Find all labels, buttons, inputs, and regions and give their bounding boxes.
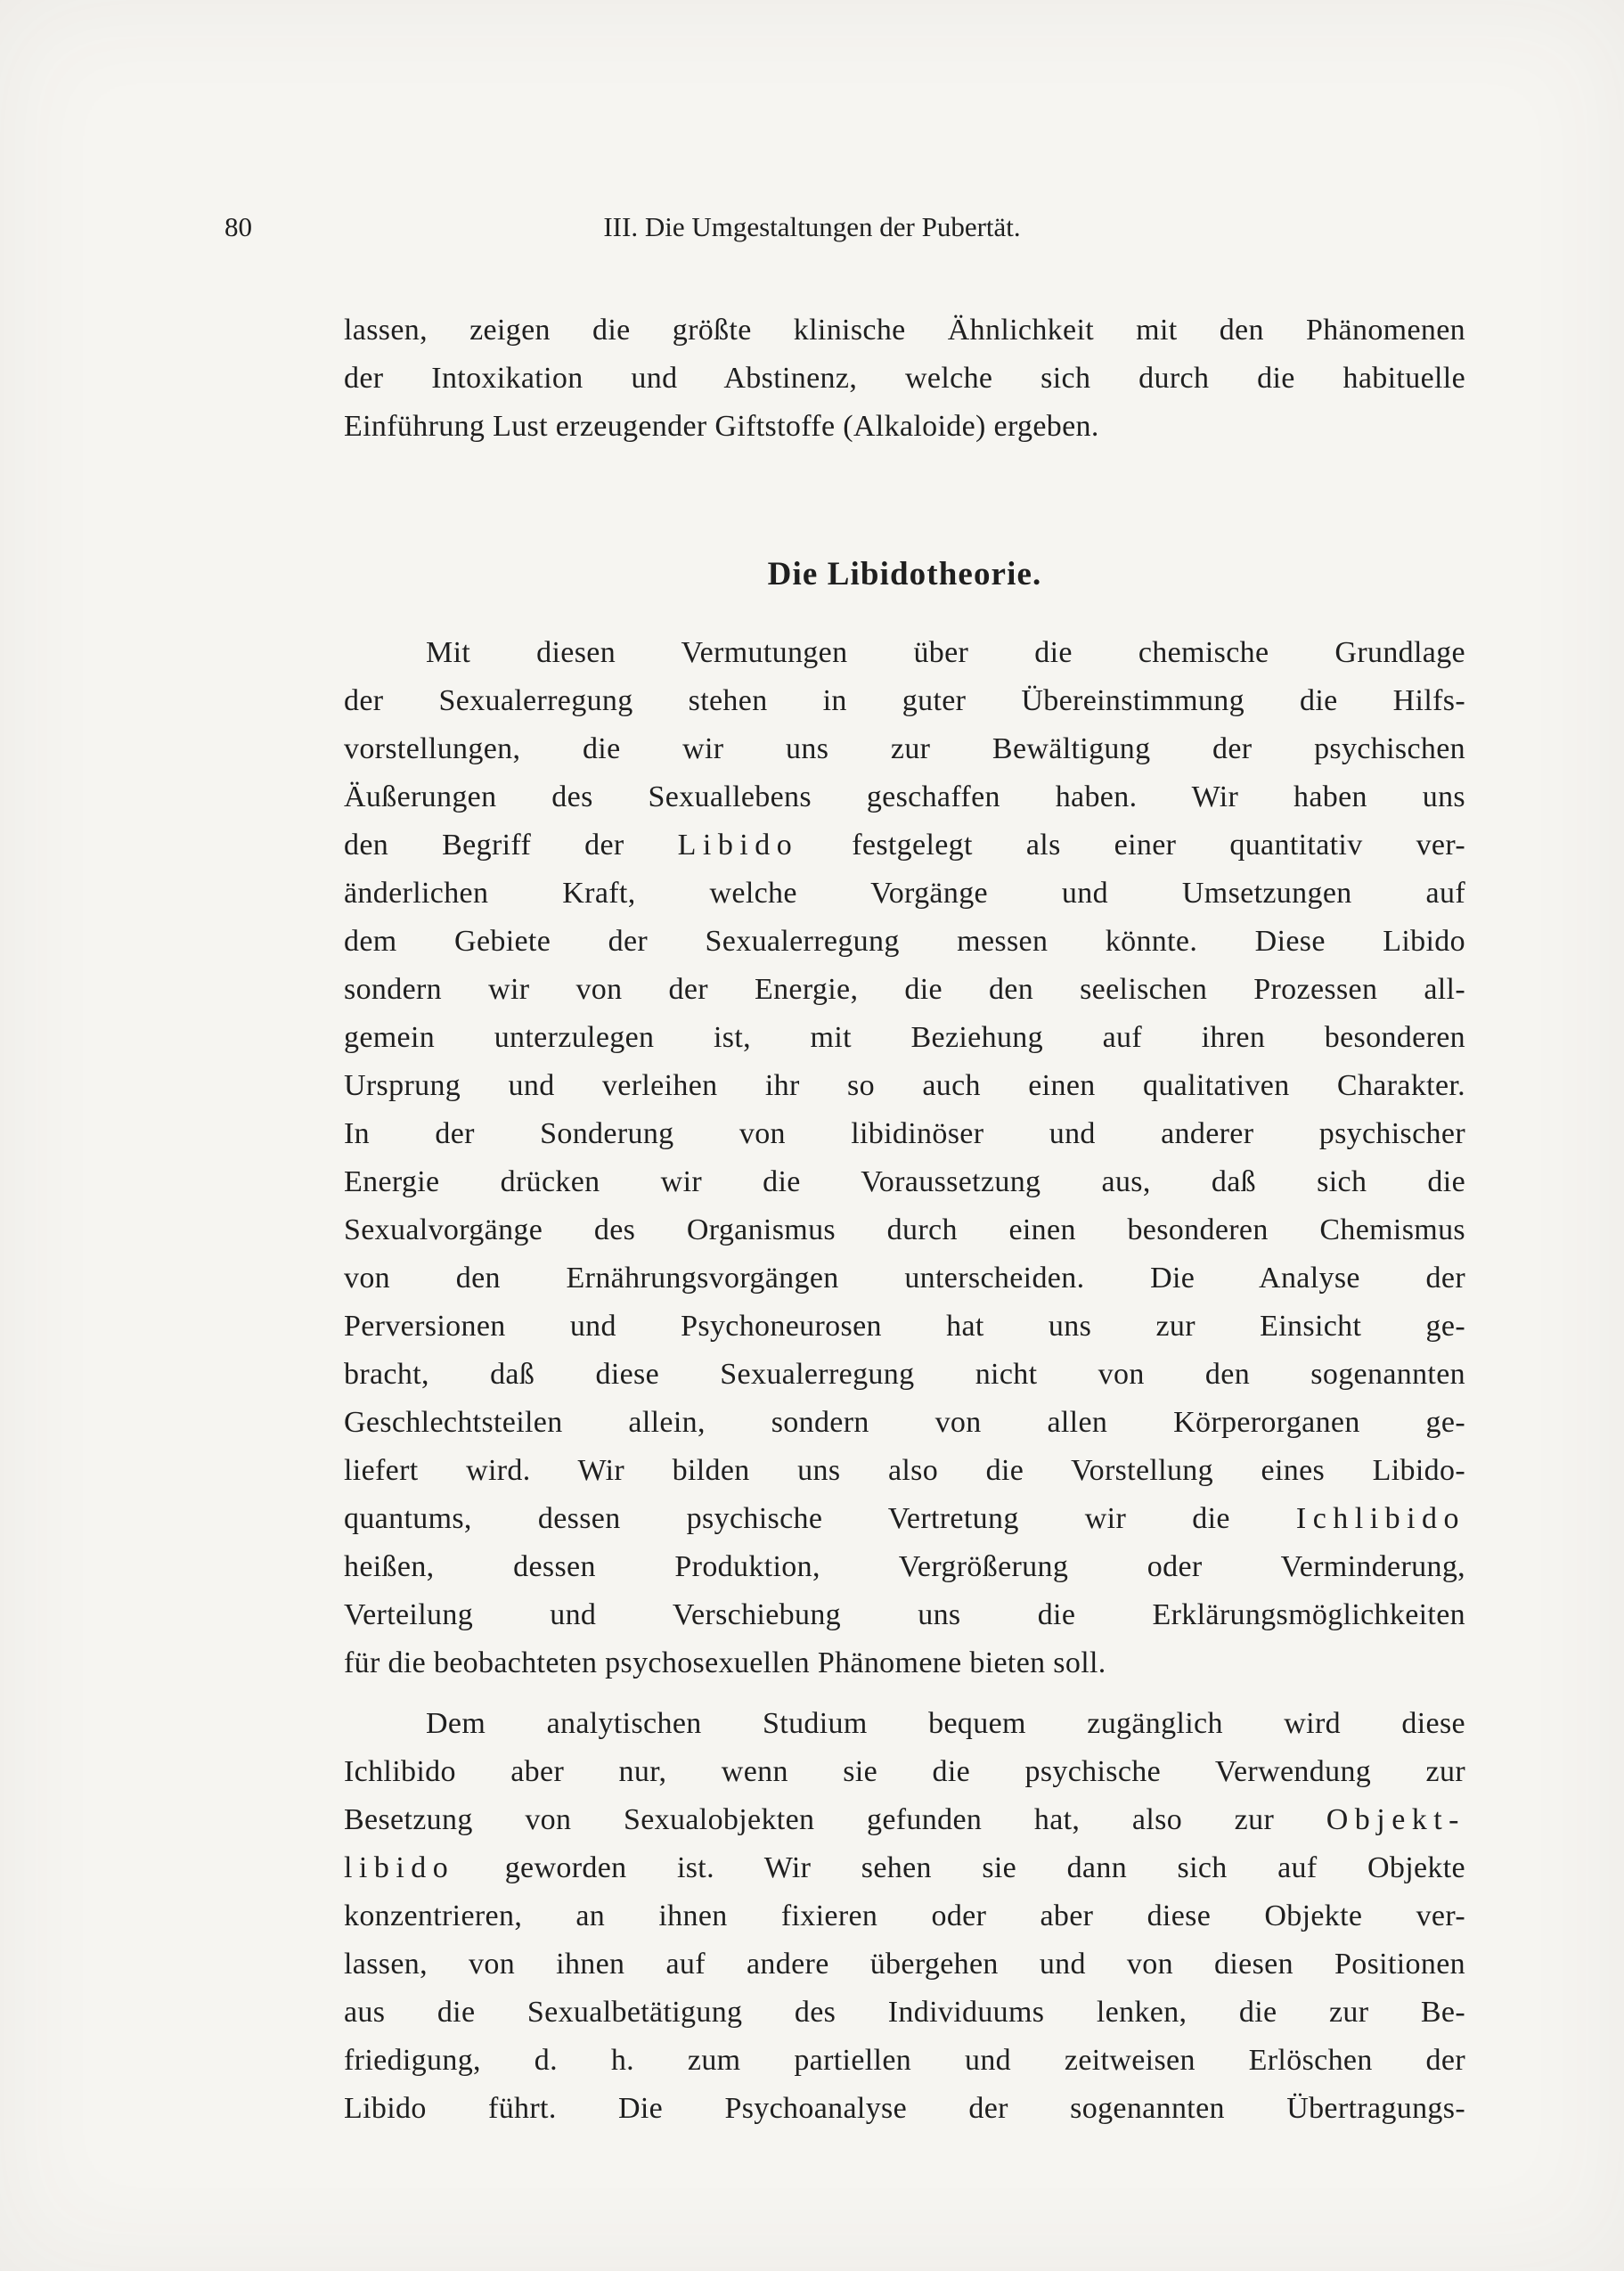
text-segment: Dem analytischen Studium bequem zugänglich wird diese <box>426 1707 1465 1740</box>
text-segment: gemein unterzulegen ist, mit Beziehung auf ihren besonderen <box>344 1021 1465 1054</box>
text-line <box>344 1158 1465 1206</box>
paragraph <box>344 306 1465 451</box>
text-segment: der Sexualerregung stehen in guter Übereinstimmung die Hilfs- <box>344 684 1465 717</box>
text-line <box>344 1844 1465 1892</box>
text-segment: quantums, dessen psychische Vertretung wir die <box>344 1502 1296 1535</box>
page-number: 80 <box>224 211 252 242</box>
text-line <box>344 1399 1465 1447</box>
text-line <box>344 355 1465 403</box>
text-segment: Äußerungen des Sexuallebens geschaffen haben. Wir haben uns <box>344 780 1465 813</box>
text-segment: der Intoxikation und Abstinenz, welche sich durch die habituelle <box>344 362 1465 395</box>
text-line <box>344 1940 1465 1989</box>
text-segment: Besetzung von Sexualobjekten gefunden hat, also zur <box>344 1803 1326 1836</box>
text-segment: von den Ernährungsvorgängen unterscheiden. Die Analyse der <box>344 1262 1465 1295</box>
text-line <box>344 966 1465 1014</box>
text-segment: lassen, von ihnen auf andere übergehen und von diesen Positionen <box>344 1948 1465 1981</box>
text-segment: liefert wird. Wir bilden uns also die Vorstellung eines Libido- <box>344 1454 1465 1487</box>
text-line <box>344 1303 1465 1351</box>
text-line <box>344 1639 1465 1687</box>
text-segment: Mit diesen Vermutungen über die chemische Grundlage <box>426 636 1465 669</box>
text-line <box>344 1206 1465 1254</box>
text-segment: festgelegt als einer quantitativ ver- <box>798 829 1465 862</box>
text-segment: Perversionen und Psychoneurosen hat uns zur Einsicht ge- <box>344 1310 1465 1343</box>
paragraph <box>344 1700 1465 2133</box>
letterspaced-term: Ichlibido <box>1295 1502 1465 1535</box>
text-line <box>344 1351 1465 1399</box>
text-line <box>344 1110 1465 1158</box>
letterspaced-term: Libido <box>677 829 799 862</box>
text-line <box>344 725 1465 773</box>
text-segment: geworden ist. Wir sehen sie dann sich auf Objekte <box>454 1851 1465 1884</box>
text-line <box>344 1989 1465 2037</box>
text-line <box>344 2085 1465 2133</box>
text-segment: Ichlibido aber nur, wenn sie die psychische Verwendung zur <box>344 1755 1465 1788</box>
text-line <box>344 1495 1465 1543</box>
text-line <box>344 1014 1465 1062</box>
text-segment: Energie drücken wir die Voraussetzung aus, daß sich die <box>344 1165 1465 1198</box>
text-segment: den Begriff der <box>344 829 678 862</box>
running-title: III. Die Umgestaltungen der Pubertät. <box>603 211 1021 242</box>
text-segment: In der Sonderung von libidinöser und anderer psychischer <box>344 1117 1465 1150</box>
text-segment: konzentrieren, an ihnen fixieren oder aber diese Objekte ver- <box>344 1899 1465 1932</box>
text-segment: vorstellungen, die wir uns zur Bewältigung der psychischen <box>344 732 1465 765</box>
text-segment: aus die Sexualbetätigung des Individuums lenken, die zur Be- <box>344 1996 1465 2029</box>
text-segment: für die beobachteten psychosexuellen Phänomene bieten soll. <box>344 1646 1106 1679</box>
text-segment: Geschlechtsteilen allein, sondern von allen Körperorganen ge- <box>344 1406 1465 1439</box>
text-column <box>344 306 1465 2133</box>
text-segment: lassen, zeigen die größte klinische Ähnlichkeit mit den Phänomenen <box>344 314 1465 347</box>
text-line <box>344 773 1465 821</box>
text-line <box>344 1796 1465 1844</box>
text-line <box>344 1254 1465 1303</box>
text-segment: Verteilung und Verschiebung uns die Erklärungsmöglichkeiten <box>344 1598 1465 1631</box>
text-segment: Libido führt. Die Psychoanalyse der sogenannten Übertragungs- <box>344 2092 1465 2125</box>
letterspaced-term: Objekt- <box>1326 1803 1465 1836</box>
letterspaced-term: libido <box>344 1851 455 1884</box>
text-line <box>344 1062 1465 1110</box>
section-heading: Die Libidotheorie. <box>767 556 1042 592</box>
text-line <box>344 1591 1465 1639</box>
text-line <box>344 1447 1465 1495</box>
text-line <box>344 2037 1465 2085</box>
text-line <box>344 870 1465 918</box>
text-segment: Einführung Lust erzeugender Giftstoffe (Alkaloide) ergeben. <box>344 410 1099 443</box>
text-line <box>344 1748 1465 1796</box>
text-line <box>344 821 1465 870</box>
text-segment: sondern wir von der Energie, die den seelischen Prozessen all- <box>344 973 1465 1006</box>
text-line <box>344 677 1465 725</box>
text-segment: heißen, dessen Produktion, Vergrößerung oder Verminderung, <box>344 1550 1465 1583</box>
text-segment: Ursprung und verleihen ihr so auch einen qualitativen Charakter. <box>344 1069 1465 1102</box>
text-line <box>344 403 1465 451</box>
text-line <box>344 629 1465 677</box>
text-line <box>344 1700 1465 1748</box>
text-segment: friedigung, d. h. zum partiellen und zeitweisen Erlöschen der <box>344 2044 1465 2077</box>
text-line <box>344 1892 1465 1940</box>
text-segment: Sexualvorgänge des Organismus durch einen besonderen Chemismus <box>344 1213 1465 1246</box>
paragraph <box>344 629 1465 1687</box>
text-line <box>344 1543 1465 1591</box>
text-segment: änderlichen Kraft, welche Vorgänge und Umsetzungen auf <box>344 877 1465 910</box>
running-head <box>0 208 1624 246</box>
text-line <box>344 306 1465 355</box>
text-segment: bracht, daß diese Sexualerregung nicht von den sogenannten <box>344 1358 1465 1391</box>
text-segment: dem Gebiete der Sexualerregung messen könnte. Diese Libido <box>344 925 1465 958</box>
text-line <box>344 918 1465 966</box>
